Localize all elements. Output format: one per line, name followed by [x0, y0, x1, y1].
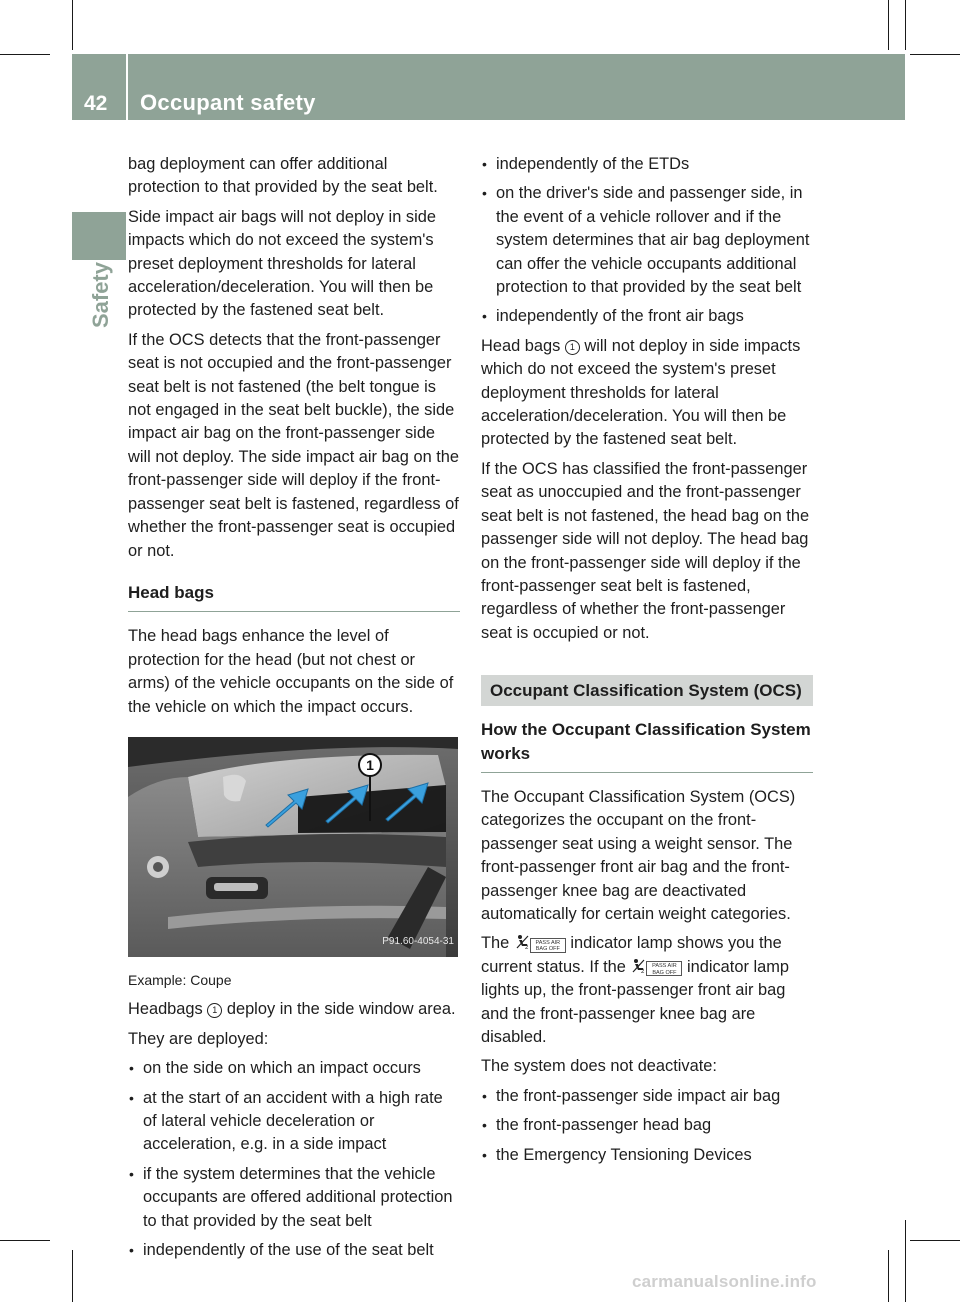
list-item: • independently of the use of the seat belt [128, 1239, 460, 1262]
paragraph: bag deployment can offer additional protection to that provided by the seat belt. [128, 155, 438, 197]
paragraph: The Occupant Classification System (OCS) categorizes the occupant on the front-passenger seat using a weight sensor. The front-passenger front air bag and the front-passenger knee bag are deactivated automatically for certain weight categories. [481, 787, 796, 923]
text: Head bags [481, 336, 565, 355]
door-handle [214, 883, 258, 891]
figure-caption: Example: Coupe [128, 971, 232, 988]
bullet-list [128, 1057, 460, 1262]
seated-person-airbag-icon [514, 934, 530, 950]
list-item: • if the system determines that the vehicle occupants are offered additional protection to that provided by the seat belt [128, 1163, 460, 1233]
text: indicator lamp lights up, the front-passenger front air bag and the front-passenger knee bag are disabled. [481, 957, 789, 1046]
right-column [481, 153, 813, 1173]
bullet-list [481, 153, 813, 329]
svg-text:2: 2 [524, 945, 529, 951]
side-tab-label: Safety [88, 262, 113, 329]
side-tab-label-wrap [88, 262, 128, 329]
seated-person-airbag-icon [630, 958, 646, 974]
crop-mark [905, 0, 906, 50]
paragraph [481, 335, 813, 452]
callout-badge: 1 [565, 340, 580, 355]
list-item: • on the side on which an impact occurs [128, 1057, 460, 1080]
page-number: 42 [84, 92, 108, 115]
list-item: • at the start of an accident with a high rate of lateral vehicle deceleration or acceleration, e.g. in a side impact [128, 1087, 460, 1157]
paragraph: The system does not deactivate: [481, 1057, 717, 1076]
text: The [481, 934, 514, 953]
callout-number: 1 [366, 756, 374, 773]
crop-mark [72, 1250, 73, 1302]
list-item: • independently of the front air bags [481, 305, 813, 328]
crop-mark [910, 54, 960, 55]
crop-mark [0, 1240, 50, 1241]
text: will not deploy in side impacts which do not exceed the system's preset deployment thresholds for lateral acceleration/deceleration. You will then be protected by the fastened seat belt. [481, 336, 801, 449]
paragraph [128, 998, 460, 1021]
figure-code: P91.60-4054-31 [382, 935, 454, 947]
watermark: carmanualsonline.info [632, 1272, 817, 1291]
crop-mark [0, 54, 50, 55]
crop-mark [910, 1240, 960, 1241]
paragraph: They are deployed: [128, 1029, 269, 1048]
crop-mark [72, 0, 73, 50]
crop-mark [888, 0, 889, 50]
pass-airbag-off-indicator: PASS AIR BAG OFF [530, 938, 566, 953]
crop-mark [888, 1250, 889, 1302]
bullet-list [481, 1085, 813, 1167]
header-separator [126, 54, 128, 120]
head-bag-figure [128, 737, 458, 957]
list-item: • independently of the ETDs [481, 153, 813, 176]
callout-badge: 1 [207, 1003, 222, 1018]
left-column [128, 153, 460, 1268]
text: deploy in the side window area. [222, 1000, 456, 1019]
list-item: • the front-passenger side impact air bag [481, 1085, 813, 1108]
crop-mark [905, 1220, 906, 1302]
list-item: • on the driver's side and passenger side, in the event of a vehicle rollover and if the system determines that air bag deployment can offer the vehicle occupants additional protection to that provided by the seat belt [481, 182, 813, 299]
svg-text:2: 2 [641, 968, 645, 974]
mirror-knob-center [153, 862, 163, 872]
paragraph: Side impact air bags will not deploy in side impacts which do not exceed the system's preset deployment thresholds for lateral acceleration/deceleration. You will then be protected by the fastened seat belt. [128, 207, 436, 320]
text: Headbags [128, 1000, 208, 1019]
pass-airbag-off-indicator: PASS AIR BAG OFF [646, 961, 682, 976]
ocs-box-heading: Occupant Classification System (OCS) [481, 675, 813, 706]
paragraph [481, 932, 813, 1049]
list-item: • the front-passenger head bag [481, 1114, 813, 1137]
chapter-title: Occupant safety [140, 90, 316, 115]
paragraph: If the OCS detects that the front-passenger seat is not occupied and the front-passenger seat belt is not fastened (the belt tongue is not engaged in the seat belt buckle), the side impact air bag on the front-passenger side will not deploy. The side impact air bag on the front-passenger side will deploy if the front-passenger seat belt is fastened, regardless of whether the front-passenger seat is occupied or not. [128, 330, 460, 560]
heading-how-ocs-works: How the Occupant Classification System works [481, 718, 813, 773]
paragraph: The head bags enhance the level of protection for the head (but not chest or arms) of the vehicle occupants on the side of the vehicle on which the impact occurs. [128, 627, 454, 716]
car-interior-illustration [128, 737, 458, 957]
text: indicator lamp shows you the current status. If the [481, 934, 782, 976]
heading-head-bags: Head bags [128, 581, 460, 612]
list-item: • the Emergency Tensioning Devices [481, 1144, 813, 1167]
side-tab [72, 212, 126, 260]
paragraph: If the OCS has classified the front-passenger seat as unoccupied and the front-passenger seat belt is not fastened, the head bag on the passenger side will not deploy. The head bag on the front-passenger side will deploy if the front-passenger seat belt is fastened, regardless of whether the front-passenger seat is occupied or not. [481, 459, 810, 642]
